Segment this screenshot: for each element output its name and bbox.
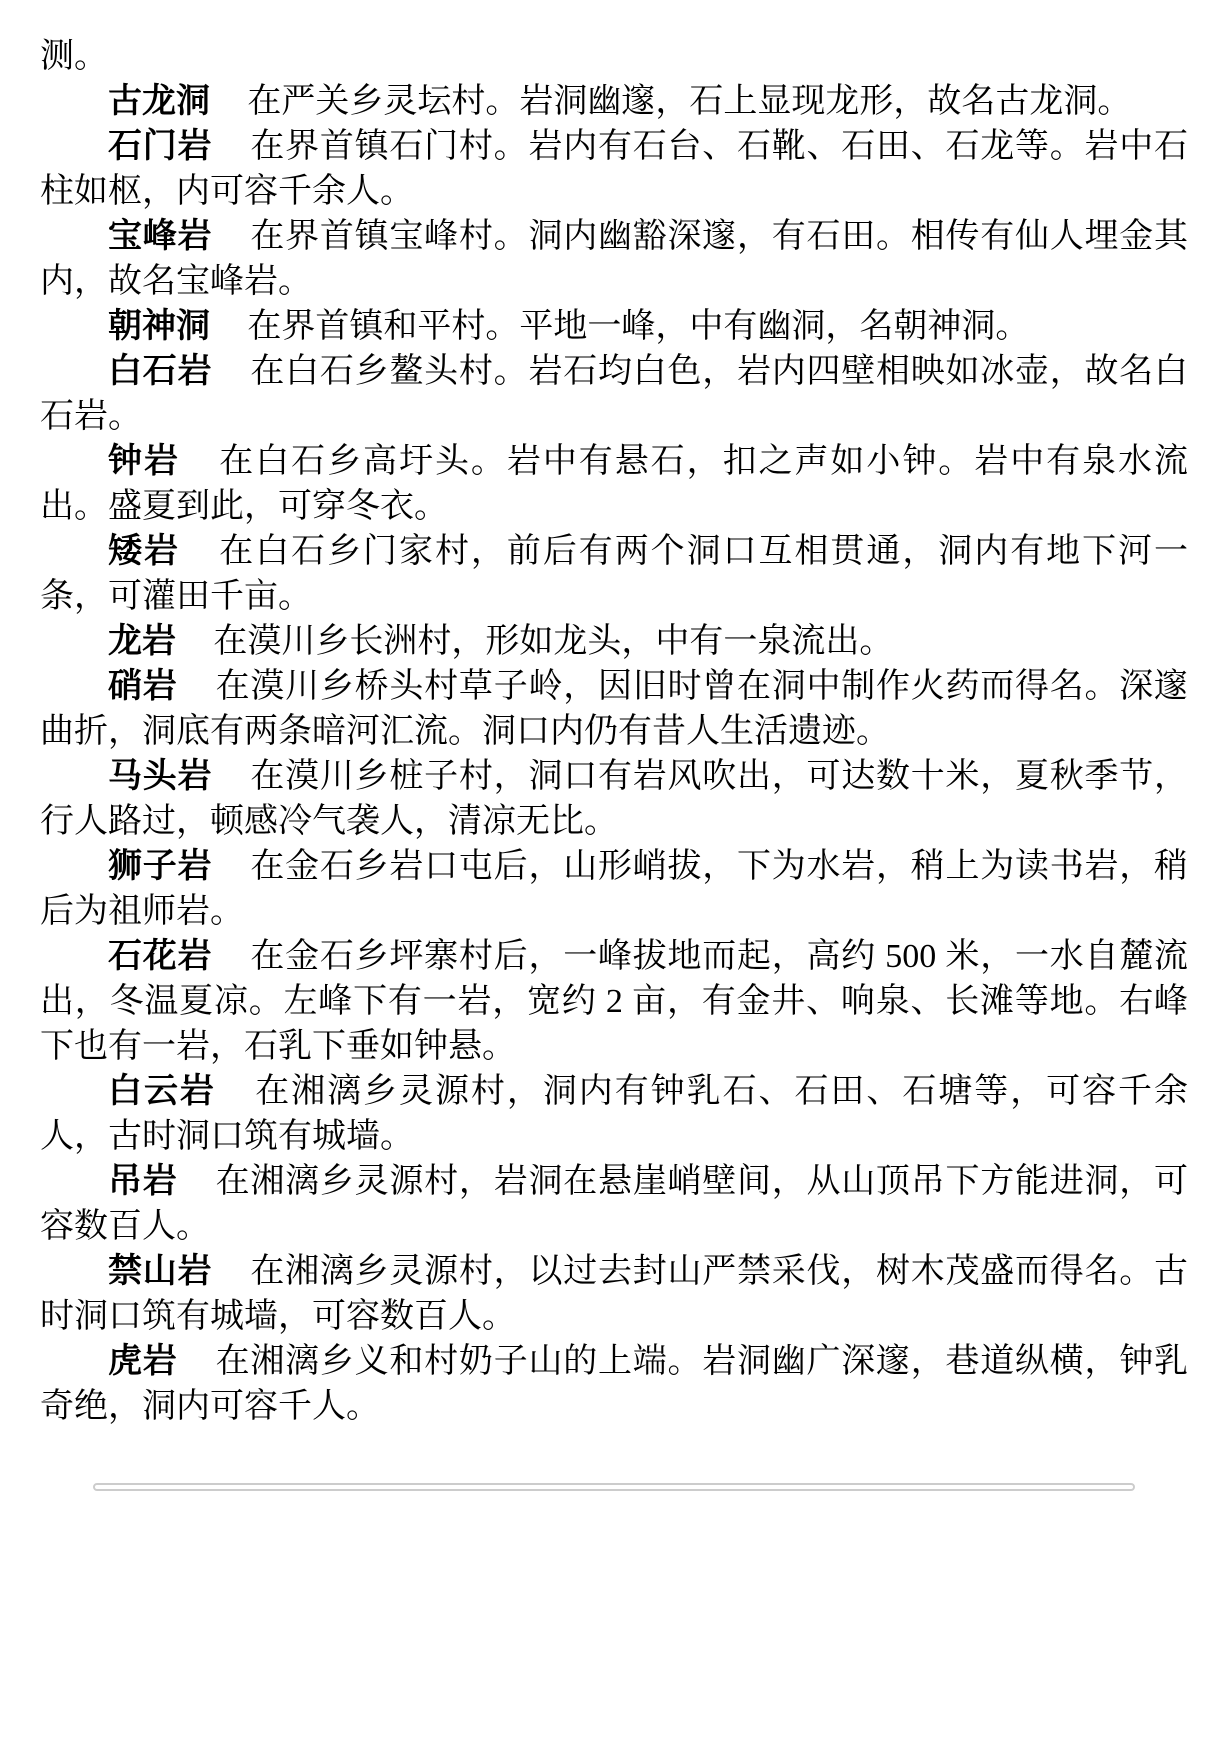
cave-description: 在漠川乡桥头村草子岭，因旧时曾在洞中制作火药而得名。深邃曲折，洞底有两条暗河汇流。洞口内仍有昔人生活遗迹。 <box>40 668 1189 750</box>
cave-description: 在湘漓乡灵源村，洞内有钟乳石、石田、石塘等，可容千余人，古时洞口筑有城墙。 <box>40 1073 1189 1155</box>
cave-name: 宝峰岩 <box>108 218 213 255</box>
cave-name: 矮岩 <box>108 533 180 570</box>
cave-description: 在湘漓乡义和村奶子山的上端。岩洞幽广深邃，巷道纵横，钟乳奇绝，洞内可容千人。 <box>40 1343 1189 1425</box>
cave-description: 在界首镇和平村。平地一峰，中有幽洞，名朝神洞。 <box>247 308 1030 345</box>
cave-name: 古龙洞 <box>108 83 210 120</box>
cave-name: 石门岩 <box>108 128 213 165</box>
text-block <box>40 34 1188 1429</box>
cave-entry <box>40 529 1188 619</box>
cave-description: 在白石乡高圩头。岩中有悬石，扣之声如小钟。岩中有泉水流出。盛夏到此，可穿冬衣。 <box>40 443 1189 525</box>
cave-description: 在湘漓乡灵源村，岩洞在悬崖峭壁间，从山顶吊下方能进洞，可容数百人。 <box>40 1163 1189 1245</box>
cave-name: 朝神洞 <box>108 308 210 345</box>
cave-entries-container <box>40 79 1188 1429</box>
cave-name: 白云岩 <box>108 1073 216 1110</box>
cave-entry <box>40 934 1188 1069</box>
cave-description: 在金石乡岩口屯后，山形峭拔，下为水岩，稍上为读书岩，稍后为祖师岩。 <box>40 848 1189 930</box>
cave-description: 在白石乡门家村，前后有两个洞口互相贯通，洞内有地下河一条，可灌田千亩。 <box>40 533 1189 615</box>
cave-entry <box>40 124 1188 214</box>
cave-name: 石花岩 <box>108 938 213 975</box>
cave-entry <box>40 304 1188 349</box>
cave-entry <box>40 439 1188 529</box>
cave-description: 在漠川乡桩子村，洞口有岩风吹出，可达数十米，夏秋季节，行人路过，顿感冷气袭人，清凉无比。 <box>40 758 1189 840</box>
cave-entry <box>40 1339 1188 1429</box>
cave-entry <box>40 619 1188 664</box>
cave-name: 吊岩 <box>108 1163 178 1200</box>
cave-entry <box>40 1159 1188 1249</box>
cave-description: 在白石乡鳌头村。岩石均白色，岩内四壁相映如冰壶，故名白石岩。 <box>40 353 1189 435</box>
cave-description: 在湘漓乡灵源村，以过去封山严禁采伐，树木茂盛而得名。古时洞口筑有城墙，可容数百人。 <box>40 1253 1189 1335</box>
cave-description: 在界首镇宝峰村。洞内幽豁深邃，有石田。相传有仙人埋金其内，故名宝峰岩。 <box>40 218 1189 300</box>
cave-name: 钟岩 <box>108 443 180 480</box>
cave-entry <box>40 1069 1188 1159</box>
cave-name: 虎岩 <box>108 1343 178 1380</box>
paragraph-continuation: 测。 <box>40 38 108 75</box>
cave-name: 马头岩 <box>108 758 213 795</box>
section-divider <box>93 1483 1135 1491</box>
cave-entry <box>40 349 1188 439</box>
cave-entry <box>40 214 1188 304</box>
cave-name: 硝岩 <box>108 668 178 705</box>
cave-description: 在界首镇石门村。岩内有石台、石靴、石田、石龙等。岩中石柱如枢，内可容千余人。 <box>40 128 1189 210</box>
cave-name: 禁山岩 <box>108 1253 213 1290</box>
cave-name: 狮子岩 <box>108 848 213 885</box>
cave-entry <box>40 664 1188 754</box>
cave-entry <box>40 844 1188 934</box>
cave-description: 在严关乡灵坛村。岩洞幽邃，石上显现龙形，故名古龙洞。 <box>247 83 1132 120</box>
cave-entry <box>40 754 1188 844</box>
cave-entry <box>40 1249 1188 1339</box>
cave-description: 在金石乡坪寨村后，一峰拔地而起，高约 500 米，一水自麓流出，冬温夏凉。左峰下有一岩，宽约 2 亩，有金井、响泉、长滩等地。右峰下也有一岩，石乳下垂如钟悬。 <box>40 938 1189 1065</box>
cave-name: 白石岩 <box>108 353 213 390</box>
cave-name: 龙岩 <box>108 623 176 660</box>
cave-description: 在漠川乡长洲村，形如龙头，中有一泉流出。 <box>213 623 894 660</box>
cave-entry <box>40 79 1188 124</box>
